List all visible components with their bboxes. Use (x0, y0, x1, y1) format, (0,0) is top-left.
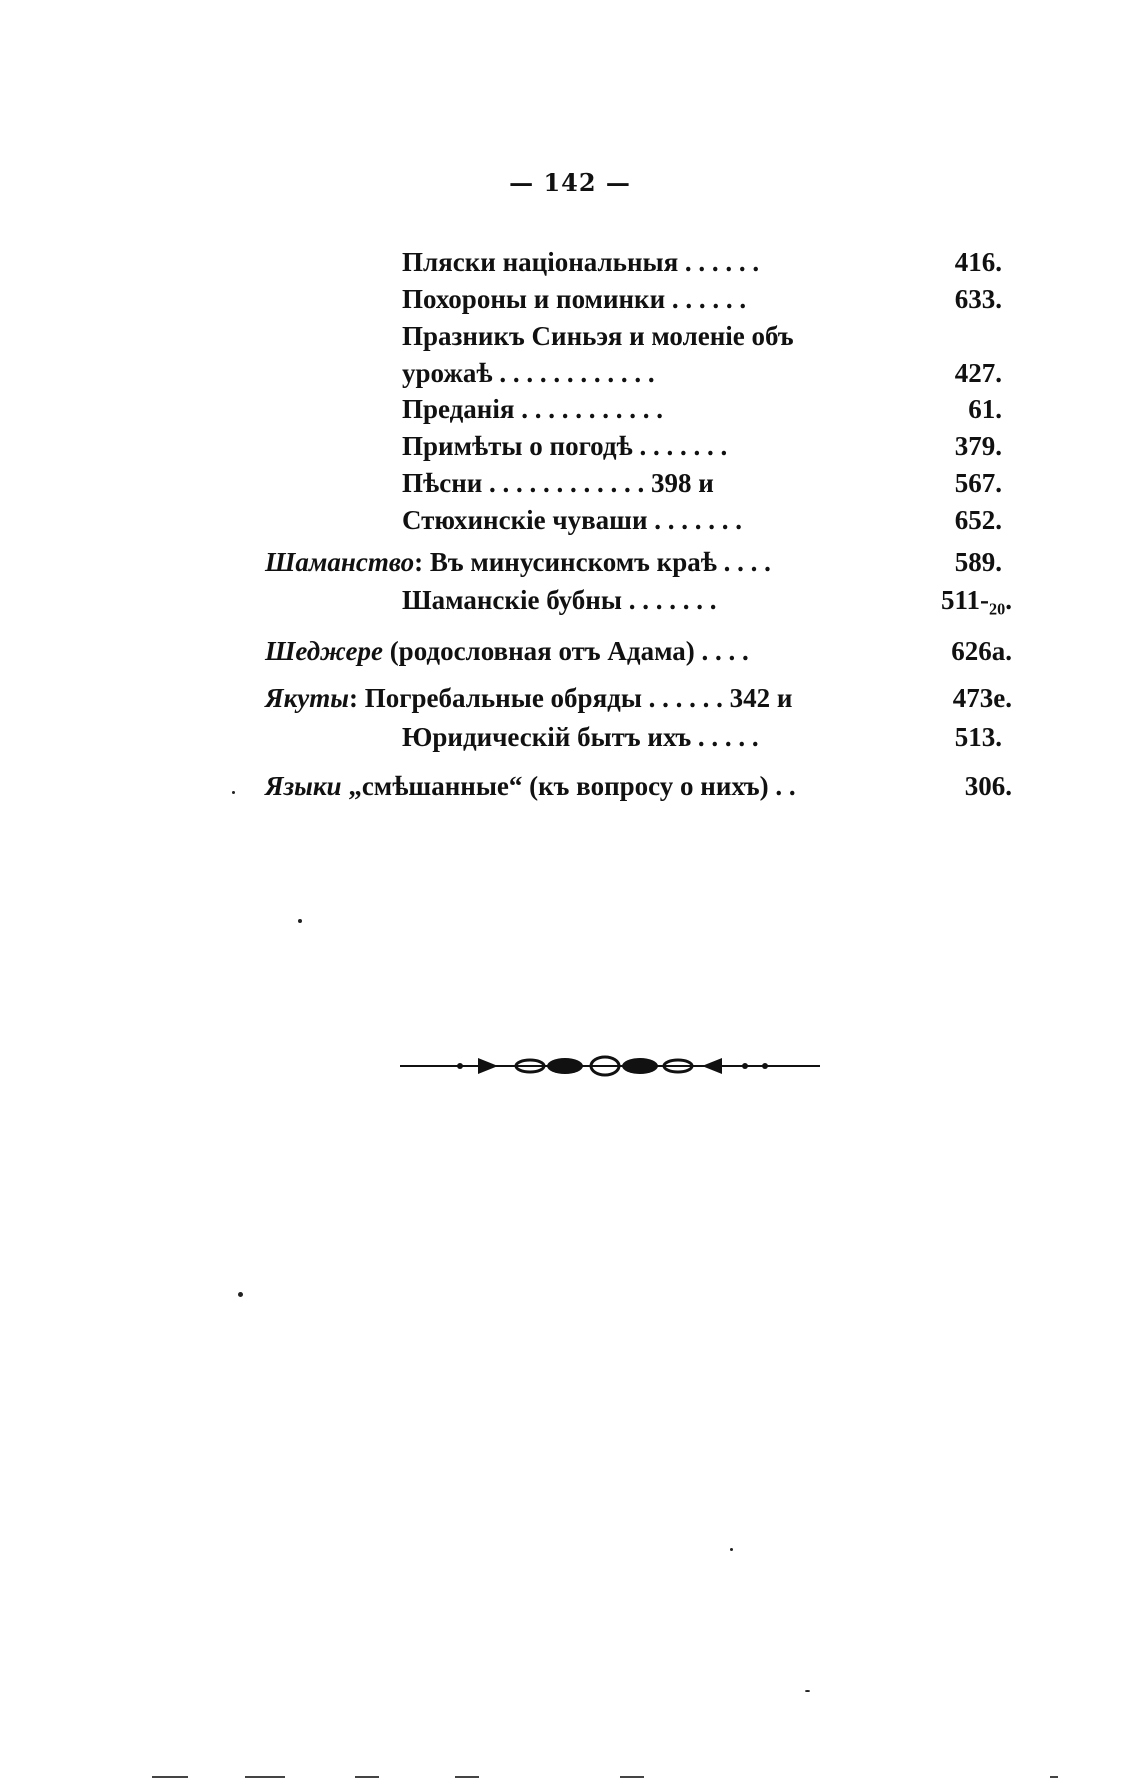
entry-category: Шеджере (265, 636, 383, 666)
print-speck (298, 919, 302, 923)
index-entry (402, 358, 1002, 388)
entry-page: 427. (954, 358, 1002, 388)
entry-text: Примѣты о погодѣ . . . . . . . (402, 431, 728, 461)
index-entry (402, 468, 1002, 498)
entry-text: урожаѣ . . . . . . . . . . . . (402, 358, 655, 388)
entry-category: Языки (265, 771, 342, 801)
entry-page: 626а. (951, 636, 1012, 666)
print-speck (238, 1292, 243, 1297)
entry-page: 379. (954, 431, 1002, 461)
scan-edge-mark (245, 1776, 285, 1778)
index-entry (265, 683, 1012, 713)
print-speck (730, 1548, 733, 1551)
entry-text: Преданія . . . . . . . . . . . (402, 394, 663, 424)
index-entry (402, 284, 1002, 314)
scan-edge-mark (1050, 1776, 1058, 1778)
index-entry (402, 431, 1002, 461)
entry-page: 589. (954, 547, 1002, 577)
print-speck (232, 791, 235, 794)
entry-text: Пѣсни . . . . . . . . . . . . 398 и (402, 468, 714, 498)
entry-page: 306. (964, 771, 1012, 801)
decorative-divider-ornament (400, 1046, 820, 1086)
scan-edge-mark (152, 1776, 188, 1778)
entry-text: Похороны и поминки . . . . . . (402, 284, 747, 314)
entry-text: : Погребальные обряды . . . . . . 342 и (349, 683, 793, 713)
index-entry (265, 771, 1012, 801)
index-entry (402, 321, 1002, 351)
index-entry (402, 722, 1002, 752)
index-entry (402, 394, 1002, 424)
entry-page: 511-₂₀. (941, 585, 1012, 615)
entry-text: Пляски національныя . . . . . . (402, 247, 760, 277)
entry-page: 416. (954, 247, 1002, 277)
index-entry (402, 505, 1002, 535)
scan-edge-mark (455, 1776, 479, 1778)
entry-category: Якуты (265, 683, 350, 713)
entry-text: Шаманскіе бубны . . . . . . . (402, 585, 717, 615)
scan-edge-mark (355, 1776, 379, 1778)
print-speck (805, 1690, 810, 1692)
entry-text: : Въ минусинскомъ краѣ . . . . (414, 547, 771, 577)
page-number: — 142 — (509, 168, 631, 197)
index-entry (402, 247, 1002, 277)
entry-text: „смѣшанные“ (къ вопросу о нихъ) . . (341, 771, 796, 801)
entry-category: Шаманство (265, 547, 415, 577)
index-entry (265, 547, 1002, 577)
entry-text: Юридическій бытъ ихъ . . . . . (402, 722, 759, 752)
entry-page: 633. (954, 284, 1002, 314)
entry-text: Празникъ Синьэя и моленіе объ (402, 321, 794, 351)
entry-text: Стюхинскіе чуваши . . . . . . . (402, 505, 743, 535)
entry-page: 652. (954, 505, 1002, 535)
entry-page: 473е. (952, 683, 1012, 713)
scan-edge-mark (620, 1776, 644, 1778)
entry-page: 567. (954, 468, 1002, 498)
entry-text: (родословная отъ Адама) . . . . (382, 636, 749, 666)
entry-page: 61. (968, 394, 1002, 424)
entry-page: 513. (954, 722, 1002, 752)
index-entry (402, 585, 1012, 615)
index-entry (265, 636, 1012, 666)
